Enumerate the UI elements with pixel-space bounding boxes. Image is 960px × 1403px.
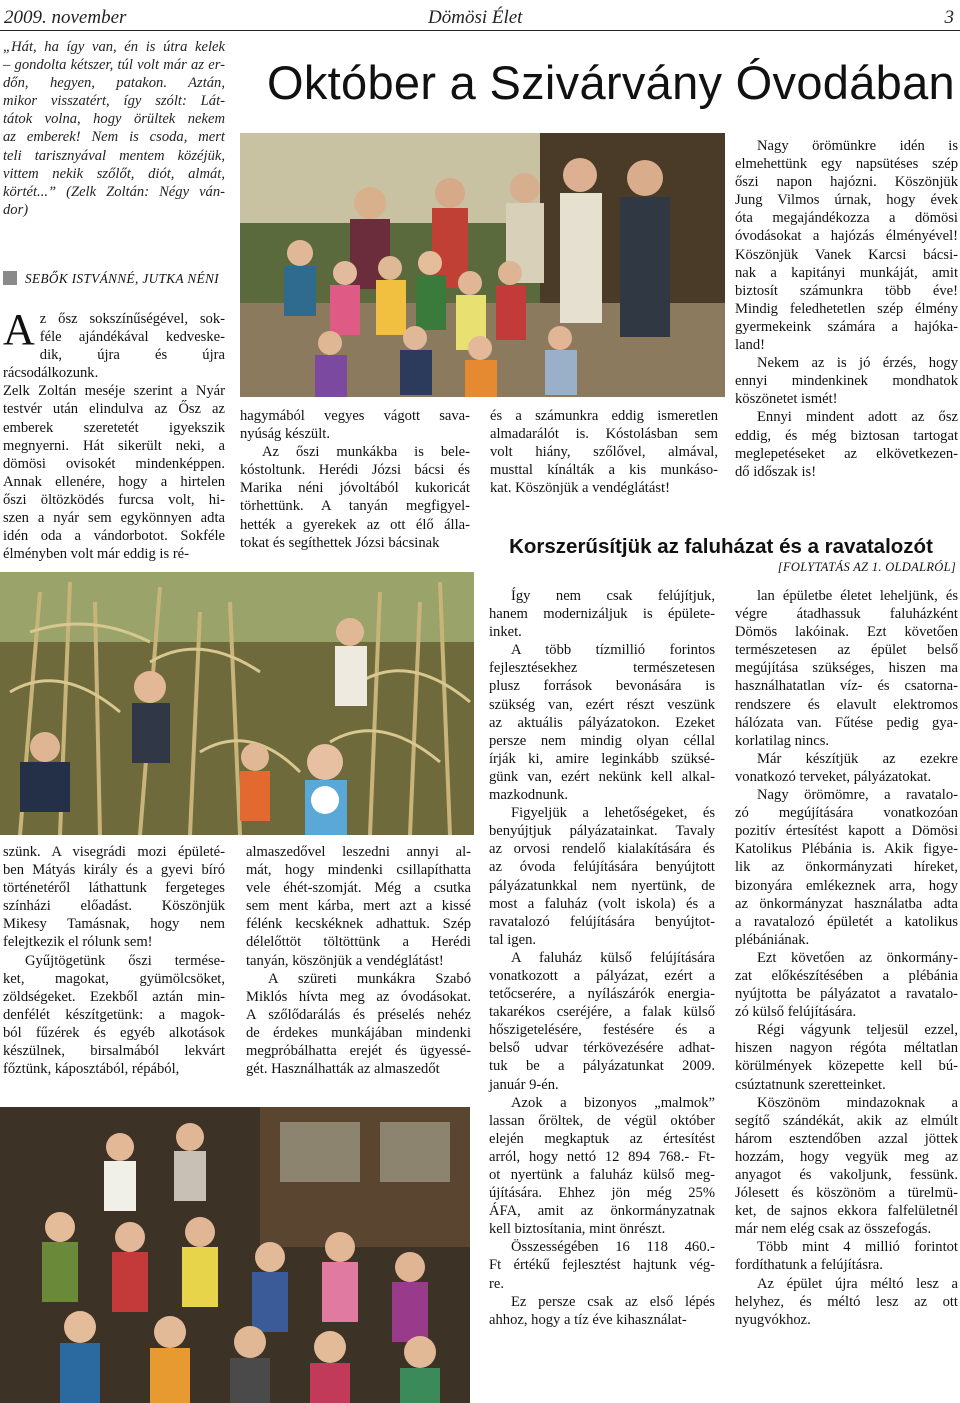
text-line: hagymából vegyes vágott sava- <box>240 408 470 424</box>
text-line: az óvoda felújítására benyújtott <box>489 859 715 876</box>
text-line: hálózata van. Fűtése pedig gya- <box>735 714 958 731</box>
text-line: Dömös lakóinak. Ezt követően <box>735 624 958 641</box>
text-line: vonatkozott a pályázat, ezért a <box>489 967 715 984</box>
text-line: teli tarisznyával mentem közéjük, <box>3 147 225 164</box>
text-line: arról, hogy nettó 12 894 768.- Ft- <box>489 1148 715 1165</box>
text-line: dő időszak is! <box>735 463 817 480</box>
text-line: Az épület újra méltó lesz a <box>757 1275 958 1292</box>
text-line: tetőcserére, a nyílászárók energia- <box>489 986 715 1003</box>
text-line: Nagy örömünkre idén is <box>757 138 958 154</box>
text-line: mikor visszatért, így szólt: Lát- <box>3 93 225 110</box>
paragraph <box>735 1275 958 1329</box>
text-line: eddig, és még biztosan tartogat <box>735 427 958 444</box>
text-line: A faluház külső felújítására <box>511 949 715 966</box>
col4-top-p3 <box>735 408 958 480</box>
middle-col-b-p1 <box>246 843 471 970</box>
text-line: vele éhét-szomját. Még a csutka <box>246 880 471 897</box>
text-line: hették a gyerekek az ott élő álla- <box>240 516 470 533</box>
text-line: szükség van, ezért részt veszünk <box>489 696 715 713</box>
text-line: Gyűjtögetünk őszi termése- <box>25 952 225 969</box>
text-line: meglepetéseket az elkövetkezen- <box>735 445 958 462</box>
paragraph <box>489 1094 715 1239</box>
text-line: lik az önkormányzati híreket, <box>735 859 958 876</box>
text-line: tátok volna, hogy örültek nekem <box>3 111 225 128</box>
text-line: dor) <box>3 201 29 218</box>
text-line: január 9-én. <box>489 1076 559 1093</box>
col3-top <box>490 407 718 497</box>
text-line: az orvosi rendelő kialakítására és <box>489 841 715 858</box>
text-line: plébániának. <box>735 931 810 948</box>
text-line: kóstoltunk. Herédi Józsi bácsi és <box>240 462 470 479</box>
text-line: újítására. Ehhez jön még 25% <box>489 1185 715 1202</box>
middle-col-a-p1 <box>240 407 470 443</box>
text-line: takarékos cseréjére, a falak külső <box>489 1004 715 1021</box>
text-line: tokat és segíthettek Józsi bácsinak <box>240 534 440 551</box>
photo-corn-harvest <box>0 572 474 835</box>
text-line: pozitív értesítést kapott a Dömösi <box>735 823 958 840</box>
text-line: gét. Használhatták az almaszedőt <box>246 1061 440 1078</box>
continued-note: [FOLYTATÁS AZ 1. OLDALRÓL] <box>777 560 956 574</box>
text-line: plusz források bevonására is <box>489 678 715 695</box>
col4-top-p2 <box>735 354 958 408</box>
text-line: megújítása szükséges, hiszen ma <box>735 660 958 677</box>
middle-col-a <box>240 407 470 552</box>
text-line: kell biztosítania, mint önrészt. <box>489 1221 666 1238</box>
text-line: – gondolta kétszer, túl volt már az er- <box>3 57 225 74</box>
text-line: Marika néni jóvoltából kukoricát <box>240 480 470 497</box>
text-line: helyhez, és méltó lesz az ott <box>735 1293 958 1310</box>
text-line: csúztatnunk szeretteinket. <box>735 1076 886 1093</box>
photo-kids-drinking <box>0 1107 470 1403</box>
paragraph <box>735 949 958 1021</box>
paragraph <box>735 1021 958 1093</box>
text-line: Mikesy Tamásnak, hogy nem <box>3 916 225 933</box>
text-line: az aktuális pályázatokon. Ezeket <box>489 714 715 731</box>
text-line: mazkodnunk. <box>489 787 569 804</box>
text-line: lassan őröltek, de végül október <box>489 1112 715 1129</box>
col4-top-p1 <box>735 137 958 354</box>
text-line: land! <box>735 337 765 354</box>
text-line: törhettünk. A tanyán megfigyel- <box>240 498 470 515</box>
text-line: szünk. A visegrádi mozi épületé- <box>3 844 225 860</box>
text-line: zöldségeket. Ezekből aztán min- <box>3 988 225 1005</box>
text-line: hőszigetelésére, festésére és a <box>489 1022 715 1039</box>
quote-block <box>3 38 225 219</box>
text-line: benyújtjuk pályázatainkat. Tavaly <box>489 823 715 840</box>
paragraph <box>489 949 715 1094</box>
paragraph <box>735 750 958 786</box>
text-line: rendszere és elavult elektromos <box>735 696 958 713</box>
text-line: dőn, hegyen, patakon. Aztán, <box>3 75 225 92</box>
text-line: kat. Köszönjük a vendéglátást! <box>490 480 670 497</box>
text-line: tanyán, köszönjük a vendéglátást! <box>246 952 444 969</box>
text-line: Annak ellenére, hogy a hirtelen <box>3 473 225 490</box>
left-lower-text <box>3 843 225 1078</box>
byline-marker <box>3 271 17 285</box>
text-line: színházi előadást. Köszönjük <box>3 898 225 915</box>
paragraph <box>735 786 958 949</box>
paragraph <box>489 587 715 641</box>
text-line: az önkormányzat használatba adta <box>735 895 958 912</box>
text-line: félénk kecskéknek adhattuk. Szép <box>246 916 471 933</box>
text-line: ket, de sajnos ekkora falfelületnél <box>735 1203 958 1220</box>
paragraph <box>489 1238 715 1292</box>
byline <box>3 271 219 287</box>
paragraph <box>735 1238 958 1274</box>
text-line: már nem elég csak az összefogás. <box>735 1221 932 1238</box>
text-line: Nekem az is jó érzés, hogy <box>757 355 958 372</box>
text-line: ket, magokat, gyümölcsöket, <box>3 970 225 987</box>
text-line: z ősz sokszínűségével, sok- <box>39 311 225 327</box>
text-line: vittem nekik szőlőt, diót, almát, <box>3 165 225 182</box>
text-line: Összességében 16 118 460.- <box>511 1239 715 1256</box>
paragraph <box>489 804 715 949</box>
text-line: három esztendőben azzal jöttek <box>735 1130 958 1147</box>
text-line: Mindig feledhetetlen szép élmény <box>735 300 958 317</box>
text-line: az emberek! Nem is csoda, mert <box>3 129 225 146</box>
text-line: dik, újra és újra rácsodálkozunk. <box>3 347 225 382</box>
text-line: Az őszi munkákba is bele- <box>262 444 470 461</box>
text-line: történetéről láthattunk fergeteges <box>3 880 225 897</box>
text-line: természetesen az épület belső <box>735 642 958 659</box>
text-line: óta megajándékozza a dömösi <box>735 210 958 227</box>
text-line: Katolikus Plébánia is. Akik figye- <box>735 841 958 858</box>
text-line: emberek szeretetét igyekszik <box>3 419 225 436</box>
middle-col-a-p2 <box>240 443 470 552</box>
middle-col-b-p2 <box>246 970 471 1079</box>
text-line: írják ki, amire leginkább szüksé- <box>489 750 715 767</box>
left-article-p2 <box>3 843 225 952</box>
issue-date: 2009. november <box>4 7 127 28</box>
text-line: segítő szándékát, akik az elmúlt <box>735 1112 958 1129</box>
main-article-title: Október a Szivárvány Óvodában <box>267 56 955 109</box>
text-line: re. <box>489 1275 504 1292</box>
text-line: megnyerni. Hát sikerült neki, a <box>3 437 225 454</box>
text-line: élményben volt már eddig is ré- <box>3 546 190 563</box>
text-line: megpróbálhatta erejét és ügyessé- <box>246 1043 471 1060</box>
page-header <box>0 4 960 31</box>
text-line: Jung Vilmos úrnak, hogy évek <box>735 192 958 209</box>
text-line: ÁFA, amit az önkormányzatnak <box>489 1203 715 1220</box>
text-line: zó külső felújítására. <box>735 1004 857 1021</box>
second-article-col-left-paras <box>489 587 715 1329</box>
paragraph <box>489 1293 715 1329</box>
text-line: főztünk, káposztából, répából, <box>3 1061 180 1078</box>
text-line: délelőttöt töltöttünk a Herédi <box>246 934 471 951</box>
text-line: A szőlődarálás és préselés nehéz <box>246 1006 471 1023</box>
middle-col-b <box>246 843 471 1078</box>
text-line: most a faluház (volt iskola) és a <box>489 895 715 912</box>
text-line: körtét...” (Zelk Zoltán: Négy ván- <box>3 183 225 200</box>
text-line: biztosít számunkra több éve! <box>735 282 958 299</box>
text-line: fordíthatunk a felújításra. <box>735 1257 883 1274</box>
text-line: ot nyertünk a faluház külső meg- <box>489 1167 715 1183</box>
paragraph <box>489 641 715 804</box>
text-line: készülnek, birsalmából lekvárt <box>3 1043 225 1060</box>
text-line: belső udvar térkövezésére adhat- <box>489 1040 715 1057</box>
text-line: Miklós hívta meg az óvodásokat. <box>246 988 471 1005</box>
text-line: musttal kínálták a kis munkáso- <box>490 462 718 479</box>
text-line: Ez persze csak az első lépés <box>511 1293 715 1310</box>
text-line: tal igen. <box>489 931 537 948</box>
text-line: de érdekes munkájában mindenki <box>246 1024 471 1041</box>
photo-kindergarten-group <box>240 133 725 397</box>
left-article-p1 <box>3 305 225 563</box>
text-line: tuk be a pályázatunkat 2009. <box>489 1058 715 1075</box>
col3-top-p1 <box>490 407 718 497</box>
publication-name: Dömösi Élet <box>428 7 523 28</box>
text-line: Figyeljük a lehetőségeket, és <box>511 805 715 822</box>
text-line: vonatkozó terveket, pályázatokat. <box>735 768 932 785</box>
text-line: persze nem mindig olyan céllal <box>489 732 715 749</box>
text-line: elején megkaptuk az értesítést <box>489 1130 715 1147</box>
text-line: Így nem csak felújítjuk, <box>511 588 715 604</box>
text-line: fejlesztésekhez természetesen <box>489 660 715 677</box>
text-line: Ft értékű fejlesztést hajtunk vég- <box>489 1257 715 1274</box>
text-line: felejtkezik el rólunk sem! <box>3 934 153 951</box>
text-line: nyugvókhoz. <box>735 1311 811 1328</box>
text-line: Köszönjük Vanek Karcsi bácsi- <box>735 246 958 263</box>
text-line: ravatalozó felújítására benyújtot- <box>489 913 715 930</box>
text-line: almadarálót is. Kóstolásban sem <box>490 426 718 443</box>
drop-cap: A <box>3 305 35 354</box>
text-line: ennyi mindenkinek mondhatok <box>735 373 958 390</box>
text-line: elmehettünk egy napsütéses szép <box>735 156 958 173</box>
text-line: nak a kapitányi munkáját, amit <box>735 264 958 281</box>
text-line: günk van, ezért nekünk kell alkal- <box>489 768 715 785</box>
page-number: 3 <box>944 7 954 28</box>
text-line: volt hiány, szőlővel, almával, <box>490 444 718 461</box>
text-line: korlatilag nincs. <box>735 732 830 749</box>
text-line: gyermekeink számára a hajóka- <box>735 318 958 335</box>
text-line: nyújtotta be pályázatot a ravatalo- <box>735 986 958 1003</box>
paragraph <box>735 587 958 750</box>
text-line: Köszönöm mindazoknak a <box>757 1094 958 1111</box>
text-line: Ezt követően az önkormány- <box>757 949 958 966</box>
text-line: őszi napon hajózni. Köszönjük <box>735 174 958 191</box>
text-line: Nagy örömömre, a ravatalo- <box>757 787 958 804</box>
text-line: „Hát, ha így van, én is útra kelek <box>3 39 225 55</box>
text-line: hanem modernizáljuk is épülete- <box>489 606 715 623</box>
paragraph <box>735 1094 958 1239</box>
text-line: hiszen nagyon régóta méltatlan <box>735 1040 958 1057</box>
text-line: mát, hogy mindenki csillapíthatta <box>246 862 471 879</box>
text-line: inket. <box>489 624 522 641</box>
text-line: Már készítjük az ezekre <box>757 750 958 767</box>
second-article-title: Korszerűsítjük az faluházat és a ravatalozót <box>509 535 933 558</box>
text-line: bizonyára emlékeznek arra, hogy <box>735 877 958 894</box>
text-line: és a számunkra eddig ismeretlen <box>490 408 718 424</box>
text-line: zó megújítására vonatkozóan <box>735 805 958 822</box>
text-line: A több tízmillió forintos <box>511 642 715 659</box>
text-line: Azok a bizonyos „malmok” <box>511 1094 715 1111</box>
text-line: sem ment kárba, mert azt a kissé <box>246 898 471 915</box>
text-line: ahhoz, hogy a tíz éve kihasználat- <box>489 1311 687 1328</box>
second-article-col-right-paras <box>735 587 958 1329</box>
text-line: testvér után elindulva az Ősz az <box>3 401 225 418</box>
text-line: köszönetet ismét! <box>735 391 838 408</box>
text-line: denfélét készítgetünk: a magok- <box>3 1006 225 1023</box>
text-line: szen a nyár sem egykönnyen adta <box>3 510 225 527</box>
second-article-col-right <box>735 587 958 1329</box>
text-line: féle ajándékával kedveske- <box>39 329 225 346</box>
text-line: végre átadhassuk faluházként <box>735 606 958 623</box>
text-line: lan épületbe életet leheljünk, és <box>757 588 958 604</box>
second-article-col-left <box>489 587 715 1329</box>
text-line: használhatatlan víz- és csatorna- <box>735 678 958 695</box>
text-line: dömösi ovisokét mindenképpen. <box>3 455 225 472</box>
text-line: őszi öltözködés furcsa volt, hi- <box>3 491 225 508</box>
text-line: zat előkészítésében a plébánia <box>735 967 958 984</box>
text-line: Zelk Zoltán meséje szerint a Nyár <box>3 383 225 400</box>
text-line: Régi vágyunk teljesül ezzel, <box>757 1022 958 1039</box>
text-line: ben Mátyás király és a gyevi bíró <box>3 862 225 879</box>
text-line: nyúság készült. <box>240 426 330 443</box>
text-line: pályázatunkkal nem nyertünk, de <box>489 877 715 894</box>
text-line: almaszedővel leszedni annyi al- <box>246 844 471 860</box>
quote-text <box>3 38 225 219</box>
text-line: anyagot és vakoljunk, fessünk. <box>735 1167 958 1183</box>
left-article-p3 <box>3 952 225 1079</box>
text-line: A szüreti munkákra Szabó <box>268 970 471 987</box>
byline-text: SEBŐK ISTVÁNNÉ, JUTKA NÉNI <box>25 271 220 286</box>
text-line: ból fűzérek és egyéb alkotások <box>3 1024 225 1041</box>
col4-top <box>735 137 958 481</box>
text-line: Ennyi mindent adott az ősz <box>757 409 958 426</box>
text-line: Jólesett és köszönöm a türelmü- <box>735 1185 958 1202</box>
text-line: óvodásokat a hajózás élményével! <box>735 228 958 245</box>
text-line: idén oda a vándorbotot. Sokféle <box>3 528 225 545</box>
text-line: hozzám, hogy vegyük meg az <box>735 1148 958 1165</box>
text-line: körülmények közepette kell bú- <box>735 1058 958 1075</box>
text-line: a ravatalozó épületét a katolikus <box>735 913 958 930</box>
text-line: Több mint 4 millió forintot <box>757 1239 958 1256</box>
left-article-body <box>3 305 225 563</box>
